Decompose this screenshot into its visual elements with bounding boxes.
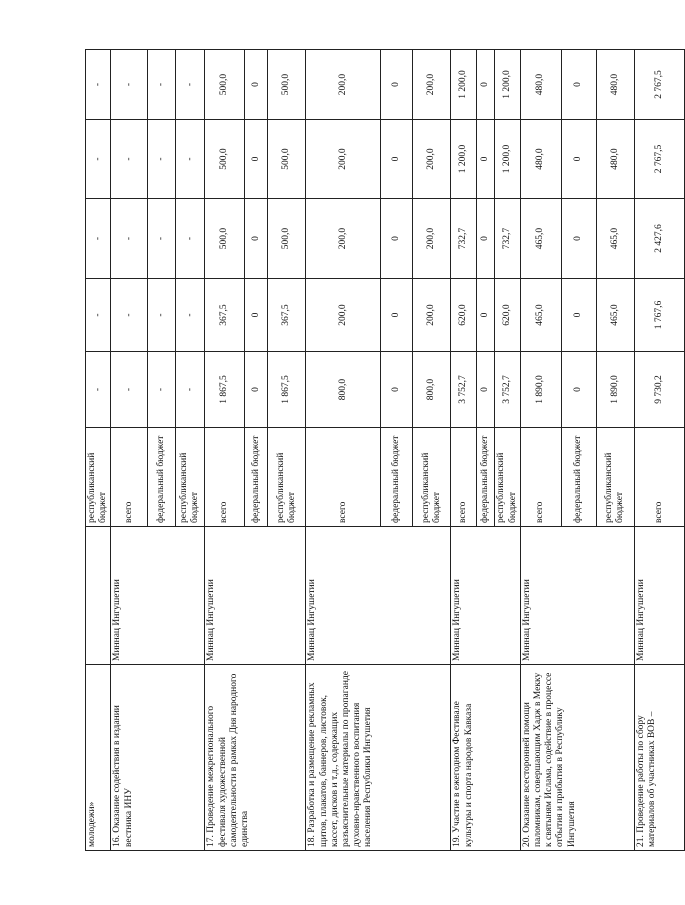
- table-row: [520, 50, 561, 851]
- amount-cell-year-2: 200,0: [306, 199, 381, 279]
- table-row: [306, 50, 381, 851]
- amount-cell-year-4: 0: [381, 50, 413, 120]
- amount-cell-year-3: 0: [381, 120, 413, 199]
- amount-cell-year-4: 0: [245, 50, 268, 120]
- amount-cell-year-3: 500,0: [205, 120, 245, 199]
- amount-cell-year-3: 2 767,5: [634, 120, 684, 199]
- budget-table: [85, 49, 685, 851]
- budget-source-cell: федеральный бюджет: [148, 428, 176, 527]
- amount-cell-year-4: 500,0: [268, 50, 306, 120]
- amount-cell-plan-total: -: [176, 352, 205, 428]
- amount-cell-plan-total: -: [111, 352, 148, 428]
- budget-source-cell: федеральный бюджет: [381, 428, 413, 527]
- amount-cell-year-4: 500,0: [205, 50, 245, 120]
- amount-cell-year-3: 200,0: [413, 120, 451, 199]
- amount-cell-plan-total: 1 890,0: [596, 352, 634, 428]
- amount-cell-year-4: 0: [561, 50, 596, 120]
- amount-cell-year-1: 367,5: [205, 279, 245, 352]
- event-name-cell: 18. Разработка и размещение рекламных щитов, плакатов, баннеров, листовок, кассет, дисков и т.д., содержащих разъяснительные материалы по пропаганде духовно-нравственного воспитания населения Республики Ингушетия: [306, 665, 451, 851]
- amount-cell-year-2: -: [86, 199, 111, 279]
- amount-cell-plan-total: -: [86, 352, 111, 428]
- budget-source-cell: всего: [306, 428, 381, 527]
- table-row: [634, 50, 684, 851]
- executor-cell: Миннац Ингушетии: [520, 527, 634, 665]
- budget-source-cell: всего: [451, 428, 477, 527]
- amount-cell-year-3: 0: [245, 120, 268, 199]
- amount-cell-year-2: 465,0: [596, 199, 634, 279]
- amount-cell-plan-total: 1 867,5: [268, 352, 306, 428]
- amount-cell-year-3: -: [111, 120, 148, 199]
- budget-source-cell: всего: [205, 428, 245, 527]
- executor-cell: Миннац Ингушетии: [451, 527, 520, 665]
- executor-cell: Миннац Ингушетии: [306, 527, 451, 665]
- table-row: [111, 50, 148, 851]
- amount-cell-year-3: 0: [477, 120, 495, 199]
- executor-cell: Миннац Ингушетии: [205, 527, 306, 665]
- budget-source-cell: республиканский бюджет: [86, 428, 111, 527]
- amount-cell-year-3: 500,0: [268, 120, 306, 199]
- amount-cell-plan-total: 1 890,0: [520, 352, 561, 428]
- budget-source-cell: федеральный бюджет: [477, 428, 495, 527]
- amount-cell-year-3: 480,0: [596, 120, 634, 199]
- amount-cell-year-2: -: [111, 199, 148, 279]
- budget-source-cell: республиканский бюджет: [176, 428, 205, 527]
- document-page: [85, 50, 664, 851]
- event-name-cell: 17. Проведение межрегионального фестиваля художественной самодеятельности в рамках Дня народного единства: [205, 665, 306, 851]
- budget-source-cell: всего: [634, 428, 684, 527]
- amount-cell-plan-total: 3 752,7: [495, 352, 520, 428]
- budget-source-cell: федеральный бюджет: [561, 428, 596, 527]
- event-name-cell: 16. Оказание содействия в издании вестника ИНУ: [111, 665, 205, 851]
- amount-cell-plan-total: 800,0: [413, 352, 451, 428]
- event-name-cell: 21. Проведение работы по сбору материалов об участниках ВОВ –: [634, 665, 684, 851]
- amount-cell-year-4: -: [176, 50, 205, 120]
- budget-source-cell: всего: [111, 428, 148, 527]
- amount-cell-year-2: -: [148, 199, 176, 279]
- amount-cell-year-1: -: [111, 279, 148, 352]
- amount-cell-year-4: -: [148, 50, 176, 120]
- executor-cell: Миннац Ингушетии: [111, 527, 205, 665]
- table-row: [451, 50, 477, 851]
- amount-cell-plan-total: 0: [381, 352, 413, 428]
- amount-cell-year-4: 1 200,0: [451, 50, 477, 120]
- amount-cell-plan-total: -: [148, 352, 176, 428]
- amount-cell-year-4: 0: [477, 50, 495, 120]
- budget-source-cell: всего: [520, 428, 561, 527]
- amount-cell-year-2: 732,7: [495, 199, 520, 279]
- amount-cell-year-1: 0: [477, 279, 495, 352]
- amount-cell-year-2: 500,0: [205, 199, 245, 279]
- event-name-cell: 19. Участие в ежегодном Фестивале культуры и спорта народов Кавказа: [451, 665, 520, 851]
- amount-cell-year-2: 0: [561, 199, 596, 279]
- budget-source-cell: республиканский бюджет: [495, 428, 520, 527]
- amount-cell-year-1: 620,0: [495, 279, 520, 352]
- amount-cell-year-1: -: [176, 279, 205, 352]
- amount-cell-year-3: 480,0: [520, 120, 561, 199]
- amount-cell-year-2: 2 427,6: [634, 199, 684, 279]
- amount-cell-year-4: 480,0: [520, 50, 561, 120]
- amount-cell-year-1: 0: [245, 279, 268, 352]
- amount-cell-year-1: 465,0: [520, 279, 561, 352]
- amount-cell-year-3: -: [148, 120, 176, 199]
- amount-cell-year-3: 1 200,0: [495, 120, 520, 199]
- amount-cell-year-4: 200,0: [306, 50, 381, 120]
- table-row: [205, 50, 245, 851]
- amount-cell-plan-total: 0: [477, 352, 495, 428]
- amount-cell-year-1: 0: [381, 279, 413, 352]
- budget-source-cell: республиканский бюджет: [413, 428, 451, 527]
- event-name-cell: молодежи»: [86, 665, 111, 851]
- amount-cell-plan-total: 9 730,2: [634, 352, 684, 428]
- table-row: [86, 50, 111, 851]
- amount-cell-year-2: 200,0: [413, 199, 451, 279]
- amount-cell-year-1: -: [148, 279, 176, 352]
- amount-cell-year-2: -: [176, 199, 205, 279]
- amount-cell-year-1: 465,0: [596, 279, 634, 352]
- amount-cell-year-1: 620,0: [451, 279, 477, 352]
- amount-cell-plan-total: 800,0: [306, 352, 381, 428]
- amount-cell-year-2: 732,7: [451, 199, 477, 279]
- amount-cell-year-1: -: [86, 279, 111, 352]
- amount-cell-year-4: 200,0: [413, 50, 451, 120]
- amount-cell-year-4: -: [111, 50, 148, 120]
- amount-cell-year-3: -: [86, 120, 111, 199]
- amount-cell-year-1: 367,5: [268, 279, 306, 352]
- amount-cell-year-2: 0: [477, 199, 495, 279]
- amount-cell-plan-total: 1 867,5: [205, 352, 245, 428]
- amount-cell-year-1: 200,0: [306, 279, 381, 352]
- amount-cell-year-4: 2 767,5: [634, 50, 684, 120]
- amount-cell-year-2: 465,0: [520, 199, 561, 279]
- amount-cell-year-4: -: [86, 50, 111, 120]
- amount-cell-year-3: 200,0: [306, 120, 381, 199]
- budget-source-cell: федеральный бюджет: [245, 428, 268, 527]
- amount-cell-year-4: 480,0: [596, 50, 634, 120]
- amount-cell-year-1: 1 767,6: [634, 279, 684, 352]
- amount-cell-year-2: 0: [245, 199, 268, 279]
- amount-cell-year-2: 500,0: [268, 199, 306, 279]
- amount-cell-plan-total: 3 752,7: [451, 352, 477, 428]
- event-name-cell: 20. Оказание всесторонней помощи паломникам, совершающим Хадж в Мекку к святыням Ислама, содействие в процессе отбытия и прибытия в Республику Ингушетия: [520, 665, 634, 851]
- amount-cell-year-2: 0: [381, 199, 413, 279]
- amount-cell-year-1: 200,0: [413, 279, 451, 352]
- amount-cell-plan-total: 0: [561, 352, 596, 428]
- amount-cell-plan-total: 0: [245, 352, 268, 428]
- amount-cell-year-4: 1 200,0: [495, 50, 520, 120]
- amount-cell-year-3: -: [176, 120, 205, 199]
- budget-source-cell: республиканский бюджет: [268, 428, 306, 527]
- amount-cell-year-3: 0: [561, 120, 596, 199]
- amount-cell-year-3: 1 200,0: [451, 120, 477, 199]
- amount-cell-year-1: 0: [561, 279, 596, 352]
- rotated-table-container: [85, 50, 664, 851]
- budget-source-cell: республиканский бюджет: [596, 428, 634, 527]
- executor-cell: [86, 527, 111, 665]
- executor-cell: Миннац Ингушетии: [634, 527, 684, 665]
